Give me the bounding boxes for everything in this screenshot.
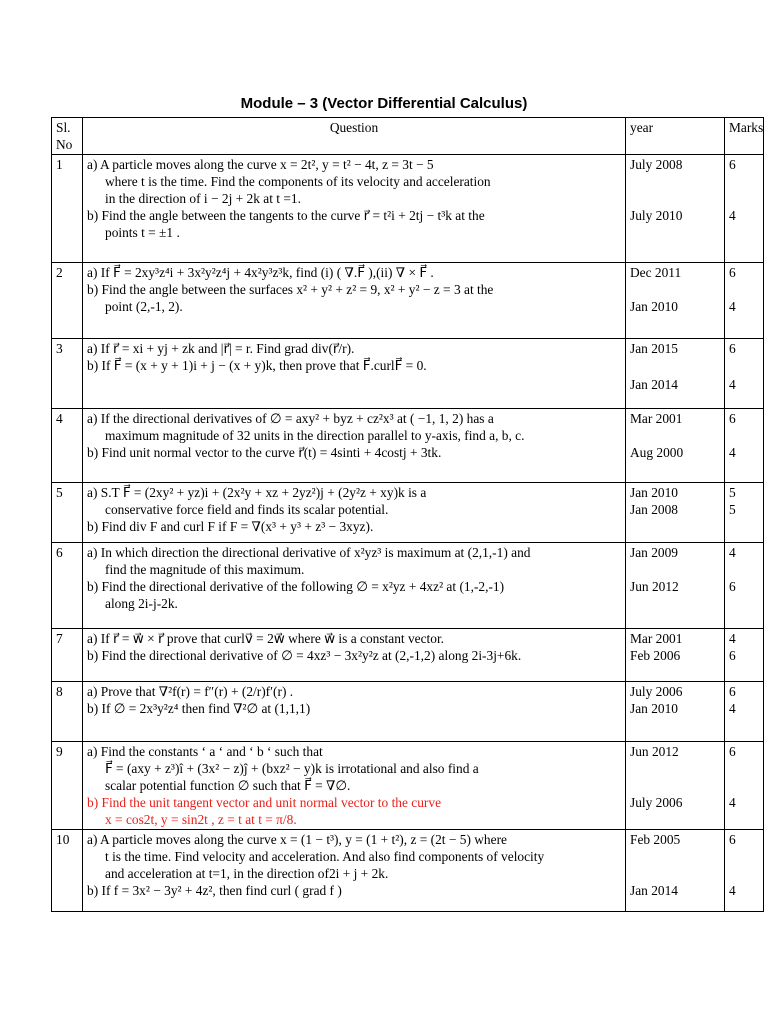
year-value: July 2006 — [630, 684, 683, 699]
row-number: 6 — [52, 543, 83, 629]
row-number: 8 — [52, 682, 83, 742]
question-line: b) Find the unit tangent vector and unit normal vector to the curve — [87, 795, 442, 810]
question-part — [87, 444, 621, 461]
question-part — [87, 156, 621, 207]
question-line: maximum magnitude of 32 units in the direction parallel to y-axis, find a, b, c. — [105, 428, 525, 443]
year-value: July 2008 — [630, 157, 683, 172]
header-marks: Marks — [725, 118, 764, 155]
question-part — [87, 794, 621, 828]
table-row — [52, 742, 764, 830]
table-row — [52, 830, 764, 912]
table-row — [52, 682, 764, 742]
marks-value: 6 — [729, 157, 736, 172]
question-line: a) Prove that ∇²f(r) = f″(r) + (2/r)f′(r) . — [87, 684, 294, 699]
marks-value: 6 — [729, 832, 736, 847]
question-line: a) S.T F⃗ = (2xy² + yz)i + (2x²y + xz + 2yz²)j + (2y²z + xy)k is a — [87, 485, 427, 500]
table-header-row — [52, 118, 764, 155]
question-part — [87, 647, 621, 664]
question-line: a) Find the constants ‘ a ‘ and ‘ b ‘ such that — [87, 744, 323, 759]
year-cell — [626, 409, 725, 483]
marks-cell — [725, 483, 764, 543]
question-cell — [83, 263, 626, 339]
question-cell — [83, 543, 626, 629]
row-number: 9 — [52, 742, 83, 830]
year-cell — [626, 339, 725, 409]
question-line: a) A particle moves along the curve x = (1 − t³), y = (1 + t²), z = (2t − 5) where — [87, 832, 507, 847]
question-cell — [83, 155, 626, 263]
year-value: Jun 2012 — [630, 744, 679, 759]
marks-value: 4 — [729, 299, 736, 314]
question-cell — [83, 409, 626, 483]
question-line: b) Find div F and curl F if F = ∇(x³ + y³ + z³ − 3xyz). — [87, 519, 374, 534]
row-number: 1 — [52, 155, 83, 263]
question-line: b) Find the angle between the surfaces x² + y² + z² = 9, x² + y² − z = 3 at the — [87, 282, 494, 297]
question-cell — [83, 483, 626, 543]
row-number: 7 — [52, 629, 83, 682]
year-value: Aug 2000 — [630, 445, 684, 460]
question-line: a) If F⃗ = 2xy³z⁴i + 3x²y²z⁴j + 4x²y³z³k, find (i) ( ∇.F⃗ ),(ii) ∇ × F⃗ . — [87, 265, 434, 280]
marks-cell — [725, 682, 764, 742]
question-line: b) If f = 3x² − 3y² + 4z², then find curl ( grad f ) — [87, 883, 342, 898]
year-value: July 2006 — [630, 795, 683, 810]
question-part — [87, 518, 621, 535]
question-line: and acceleration at t=1, in the direction of2i + j + 2k. — [105, 866, 389, 881]
question-part — [87, 410, 621, 444]
year-value: Jan 2015 — [630, 341, 678, 356]
marks-cell — [725, 543, 764, 629]
table-row — [52, 155, 764, 263]
year-value: Jan 2010 — [630, 701, 678, 716]
question-cell — [83, 682, 626, 742]
year-value: Jun 2012 — [630, 579, 679, 594]
year-cell — [626, 629, 725, 682]
question-part — [87, 264, 621, 281]
marks-cell — [725, 830, 764, 912]
year-value: Mar 2001 — [630, 411, 683, 426]
header-question: Question — [83, 118, 626, 155]
year-value: Jan 2009 — [630, 545, 678, 560]
marks-value: 4 — [729, 445, 736, 460]
header-sl: Sl. No — [52, 118, 83, 155]
question-cell — [83, 742, 626, 830]
question-line: a) In which direction the directional derivative of x²yz³ is maximum at (2,1,-1) and — [87, 545, 531, 560]
question-line: in the direction of i − 2j + 2k at t =1. — [105, 191, 301, 206]
question-line: b) If ∅ = 2x³y²z⁴ then find ∇²∅ at (1,1,1) — [87, 701, 311, 716]
question-line: a) A particle moves along the curve x = 2t², y = t² − 4t, z = 3t − 5 — [87, 157, 434, 172]
question-cell — [83, 629, 626, 682]
question-line: points t = ±1 . — [105, 225, 180, 240]
year-cell — [626, 682, 725, 742]
question-line: t is the time. Find velocity and acceleration. And also find components of velocity — [105, 849, 545, 864]
year-value: Jan 2014 — [630, 377, 678, 392]
table-row — [52, 263, 764, 339]
marks-value: 4 — [729, 377, 736, 392]
marks-cell — [725, 339, 764, 409]
marks-value: 4 — [729, 701, 736, 716]
table-row — [52, 339, 764, 409]
row-number: 2 — [52, 263, 83, 339]
marks-value: 6 — [729, 684, 736, 699]
question-line: a) If r⃗ = xi + yj + zk and |r⃗| = r. Find grad div(r⃗/r). — [87, 341, 355, 356]
question-part — [87, 207, 621, 241]
marks-value: 6 — [729, 265, 736, 280]
year-cell — [626, 155, 725, 263]
question-line: b) Find the directional derivative of the following ∅ = x²yz + 4xz² at (1,-2,-1) — [87, 579, 505, 594]
year-value: July 2010 — [630, 208, 683, 223]
marks-value: 4 — [729, 545, 736, 560]
questions-table — [51, 117, 764, 912]
year-value: Jan 2008 — [630, 502, 678, 517]
question-line: where t is the time. Find the components of its velocity and acceleration — [105, 174, 491, 189]
question-line: scalar potential function ∅ such that F⃗ = ∇∅. — [105, 778, 351, 793]
marks-value: 4 — [729, 883, 736, 898]
row-number: 4 — [52, 409, 83, 483]
marks-value: 6 — [729, 411, 736, 426]
question-line: along 2i-j-2k. — [105, 596, 178, 611]
header-year: year — [626, 118, 725, 155]
question-cell — [83, 339, 626, 409]
question-part — [87, 700, 621, 717]
question-part — [87, 340, 621, 357]
year-value: Dec 2011 — [630, 265, 682, 280]
year-cell — [626, 742, 725, 830]
question-line: b) Find the angle between the tangents to the curve r⃗ = t²i + 2tj − t³k at the — [87, 208, 485, 223]
year-cell — [626, 483, 725, 543]
marks-value: 5 — [729, 502, 736, 517]
table-row — [52, 409, 764, 483]
marks-value: 4 — [729, 631, 736, 646]
question-line: x = cos2t, y = sin2t , z = t at t = π/8. — [105, 812, 297, 827]
year-value: Feb 2005 — [630, 832, 681, 847]
marks-value: 5 — [729, 485, 736, 500]
question-part — [87, 281, 621, 315]
question-line: F⃗ = (axy + z³)î + (3x² − z)ĵ + (bxz² − y)k is irrotational and also find a — [105, 761, 479, 776]
marks-value: 6 — [729, 648, 736, 663]
year-value: Jan 2010 — [630, 299, 678, 314]
question-part — [87, 578, 621, 612]
table-row — [52, 543, 764, 629]
question-part — [87, 882, 621, 899]
question-part — [87, 630, 621, 647]
question-part — [87, 357, 621, 374]
marks-cell — [725, 629, 764, 682]
table-row — [52, 483, 764, 543]
marks-cell — [725, 409, 764, 483]
marks-cell — [725, 742, 764, 830]
question-part — [87, 484, 621, 518]
row-number: 3 — [52, 339, 83, 409]
page-title: Module – 3 (Vector Differential Calculus) — [240, 95, 528, 112]
marks-value: 6 — [729, 341, 736, 356]
question-line: point (2,-1, 2). — [105, 299, 183, 314]
year-value: Jan 2014 — [630, 883, 678, 898]
question-line: b) If F⃗ = (x + y + 1)i + j − (x + y)k, then prove that F⃗.curlF⃗ = 0. — [87, 358, 427, 373]
year-cell — [626, 830, 725, 912]
year-value: Feb 2006 — [630, 648, 681, 663]
question-line: b) Find the directional derivative of ∅ = 4xz³ − 3x²y²z at (2,-1,2) along 2i-3j+6k. — [87, 648, 522, 663]
marks-value: 6 — [729, 744, 736, 759]
marks-cell — [725, 263, 764, 339]
question-line: a) If r⃗ = w⃗ × r⃗ prove that curlv⃗ = 2w⃗ where w⃗ is a constant vector. — [87, 631, 445, 646]
question-line: a) If the directional derivatives of ∅ = axy² + byz + cz²x³ at ( −1, 1, 2) has a — [87, 411, 494, 426]
marks-value: 4 — [729, 795, 736, 810]
question-part — [87, 743, 621, 794]
question-line: b) Find unit normal vector to the curve r⃗(t) = 4sinti + 4costj + 3tk. — [87, 445, 442, 460]
year-value: Jan 2010 — [630, 485, 678, 500]
marks-value: 6 — [729, 579, 736, 594]
marks-cell — [725, 155, 764, 263]
question-cell — [83, 830, 626, 912]
question-part — [87, 544, 621, 578]
question-part — [87, 683, 621, 700]
marks-value: 4 — [729, 208, 736, 223]
row-number: 5 — [52, 483, 83, 543]
year-cell — [626, 263, 725, 339]
question-line: find the magnitude of this maximum. — [105, 562, 305, 577]
year-cell — [626, 543, 725, 629]
year-value: Mar 2001 — [630, 631, 683, 646]
question-line: conservative force field and finds its scalar potential. — [105, 502, 389, 517]
row-number: 10 — [52, 830, 83, 912]
question-part — [87, 831, 621, 882]
table-row — [52, 629, 764, 682]
